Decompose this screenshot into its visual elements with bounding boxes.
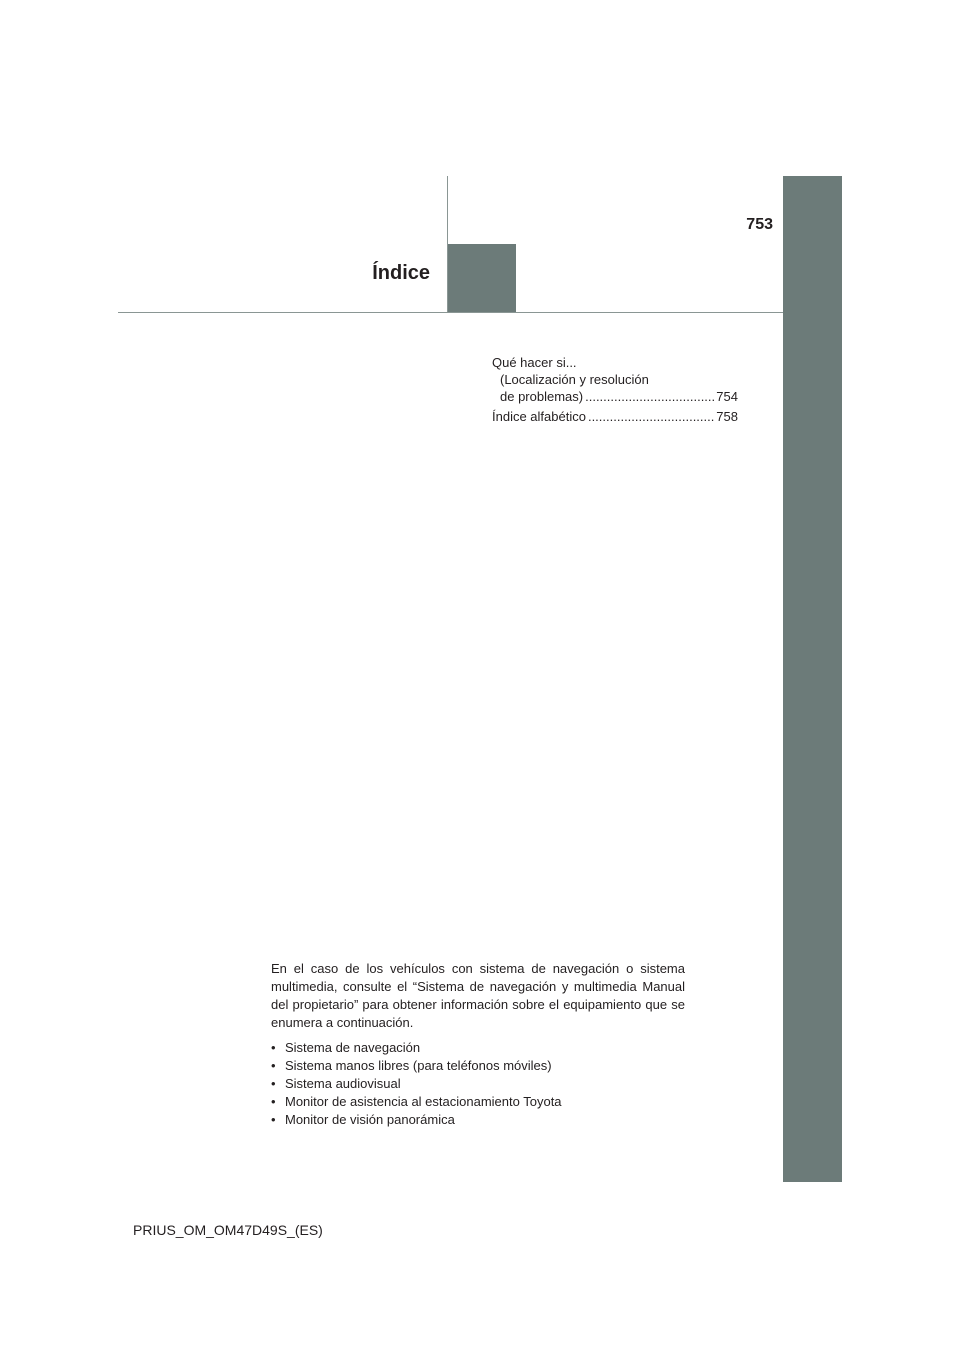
list-item-text: Monitor de visión panorámica: [285, 1112, 455, 1127]
toc-entry-line: (Localización y resolución: [500, 372, 649, 387]
header-horizontal-rule: [118, 312, 783, 313]
toc-entry-line: de problemas): [500, 389, 584, 404]
list-item-text: Sistema de navegación: [285, 1040, 421, 1055]
list-item: [271, 1057, 685, 1075]
list-item: [271, 1111, 685, 1129]
equipment-list: [271, 1039, 685, 1129]
toc-page-number: 754: [716, 389, 738, 404]
toc-entry-alphabetical-index[interactable]: [492, 408, 738, 425]
toc-entry-troubleshooting[interactable]: [492, 354, 738, 405]
dot-leader: [588, 408, 714, 425]
note-paragraph: En el caso de los vehículos con sistema de navegación o sistema multimedia, consulte el “Sistema de navegación y multimedia Manual del propietario” para obtener información sobre el equipamiento que se enumera a continuación.: [271, 961, 685, 1030]
navigation-system-note: [271, 960, 685, 1129]
toc-entry-leader-line: [492, 408, 738, 425]
bullet-icon: •: [271, 1112, 276, 1127]
list-item: [271, 1039, 685, 1057]
bullet-icon: •: [271, 1076, 276, 1091]
table-of-contents: [492, 354, 738, 428]
list-item-text: Monitor de asistencia al estacionamiento Toyota: [285, 1094, 562, 1109]
chapter-side-tab: [783, 176, 842, 1182]
list-item-text: Sistema audiovisual: [285, 1076, 401, 1091]
bullet-icon: •: [271, 1040, 276, 1055]
toc-entry-leader-line: [492, 388, 738, 405]
bullet-icon: •: [271, 1094, 276, 1109]
dot-leader: [585, 388, 714, 405]
section-title: Índice: [372, 262, 430, 284]
document-code-footer: PRIUS_OM_OM47D49S_(ES): [133, 1222, 323, 1238]
toc-entry-line: Qué hacer si...: [492, 355, 577, 370]
list-item: [271, 1093, 685, 1111]
bullet-icon: •: [271, 1058, 276, 1073]
toc-page-number: 758: [716, 409, 738, 424]
header-color-block: [448, 244, 516, 313]
page-number: 753: [746, 216, 773, 233]
list-item-text: Sistema manos libres (para teléfonos móviles): [285, 1058, 552, 1073]
toc-entry-line: Índice alfabético: [492, 409, 586, 424]
list-item: [271, 1075, 685, 1093]
